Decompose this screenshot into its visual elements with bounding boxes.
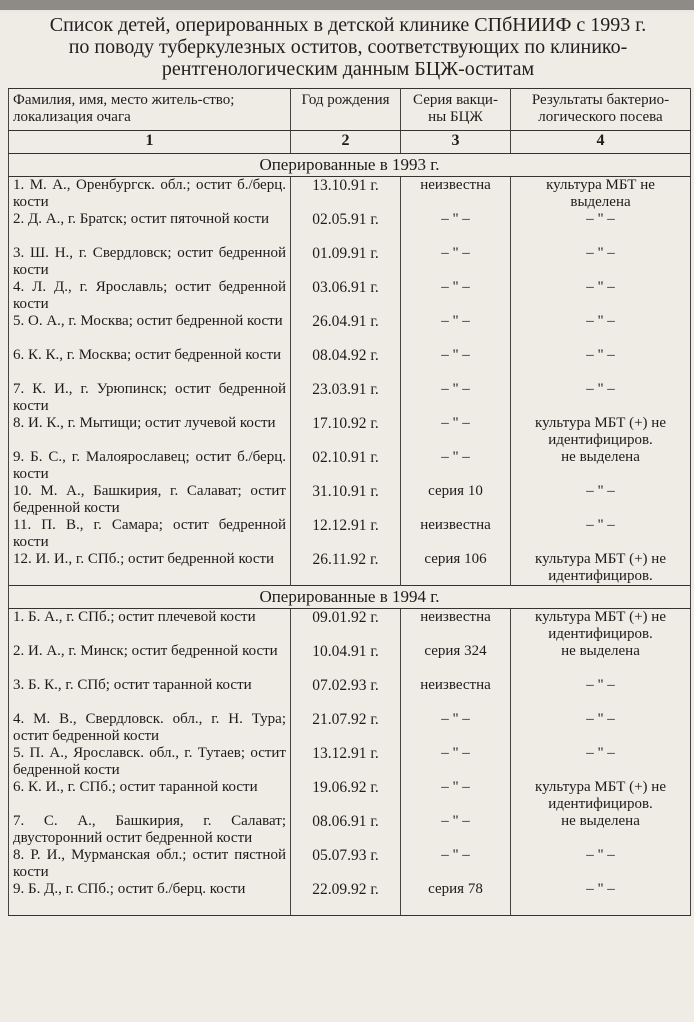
birth-date-cell: 26.04.91 г. (291, 313, 401, 347)
birth-date-cell: 17.10.92 г. (291, 415, 401, 449)
culture-result-cell: культура МБТ (+) не идентифициров. (511, 551, 691, 586)
bcg-series-cell: серия 106 (401, 551, 511, 586)
table-row (9, 483, 691, 517)
culture-result-cell: культура МБТ (+) не идентифициров. (511, 415, 691, 449)
patient-name-cell: 3. Б. К., г. СПб; остит таранной кости (9, 677, 291, 711)
column-number: 2 (291, 131, 401, 154)
birth-date-cell: 07.02.93 г. (291, 677, 401, 711)
patient-name-cell: 7. С. А., Башкирия, г. Салават; двусторонний остит бедренной кости (9, 813, 291, 847)
culture-result-cell: культура МБТ (+) не идентифициров. (511, 609, 691, 644)
scan-edge-band (0, 0, 694, 10)
table-row (9, 711, 691, 745)
patient-name-cell: 7. К. И., г. Урюпинск; остит бедренной кости (9, 381, 291, 415)
bcg-series-cell: – " – (401, 211, 511, 245)
patient-name-cell: 10. М. А., Башкирия, г. Салават; остит бедренной кости (9, 483, 291, 517)
patient-name-cell: 4. М. В., Свердловск. обл., г. Н. Тура; остит бедренной кости (9, 711, 291, 745)
birth-date-cell: 26.11.92 г. (291, 551, 401, 586)
bcg-series-cell: – " – (401, 279, 511, 313)
culture-result-cell: не выделена (511, 813, 691, 847)
table-row (9, 881, 691, 916)
bcg-series-cell: – " – (401, 813, 511, 847)
header-birth-year: Год рождения (291, 89, 401, 131)
section-header-row (9, 154, 691, 177)
table-row (9, 449, 691, 483)
bcg-series-cell: – " – (401, 745, 511, 779)
patients-table (8, 88, 691, 916)
patient-name-cell: 2. И. А., г. Минск; остит бедренной кости (9, 643, 291, 677)
title-line-2: по поводу туберкулезных оститов, соответствующих по клинико- (68, 36, 628, 58)
bcg-series-cell: – " – (401, 245, 511, 279)
patient-name-cell: 2. Д. А., г. Братск; остит пяточной кости (9, 211, 291, 245)
culture-result-cell: – " – (511, 745, 691, 779)
section-title: Оперированные в 1994 г. (9, 586, 691, 609)
birth-date-cell: 23.03.91 г. (291, 381, 401, 415)
column-number-row (9, 131, 691, 154)
patient-name-cell: 9. Б. Д., г. СПб.; остит б./берц. кости (9, 881, 291, 916)
patient-name-cell: 9. Б. С., г. Малоярославец; остит б./берц. кости (9, 449, 291, 483)
bcg-series-cell: – " – (401, 415, 511, 449)
table-row (9, 643, 691, 677)
patient-name-cell: 3. Ш. Н., г. Свердловск; остит бедренной кости (9, 245, 291, 279)
culture-result-cell: – " – (511, 881, 691, 916)
bcg-series-cell: серия 324 (401, 643, 511, 677)
table-row (9, 313, 691, 347)
table-row (9, 211, 691, 245)
table-row (9, 279, 691, 313)
culture-result-cell: не выделена (511, 643, 691, 677)
bcg-series-cell: – " – (401, 381, 511, 415)
table-row (9, 677, 691, 711)
column-number: 4 (511, 131, 691, 154)
table-row (9, 381, 691, 415)
bcg-series-cell: серия 10 (401, 483, 511, 517)
table-row (9, 813, 691, 847)
culture-result-cell: культура МБТ (+) не идентифициров. (511, 779, 691, 813)
culture-result-cell: – " – (511, 381, 691, 415)
section-header-row (9, 586, 691, 609)
culture-result-cell: – " – (511, 313, 691, 347)
bcg-series-cell: неизвестна (401, 609, 511, 644)
bcg-series-cell: неизвестна (401, 517, 511, 551)
birth-date-cell: 22.09.92 г. (291, 881, 401, 916)
patient-name-cell: 5. П. А., Ярославск. обл., г. Тутаев; остит бедренной кости (9, 745, 291, 779)
patient-name-cell: 6. К. К., г. Москва; остит бедренной кости (9, 347, 291, 381)
table-row (9, 415, 691, 449)
birth-date-cell: 31.10.91 г. (291, 483, 401, 517)
table-row (9, 177, 691, 212)
table-row (9, 745, 691, 779)
culture-result-cell: – " – (511, 279, 691, 313)
culture-result-cell: – " – (511, 847, 691, 881)
culture-result-cell: – " – (511, 711, 691, 745)
birth-date-cell: 13.10.91 г. (291, 177, 401, 212)
table-row (9, 347, 691, 381)
patient-name-cell: 12. И. И., г. СПб.; остит бедренной кости (9, 551, 291, 586)
birth-date-cell: 10.04.91 г. (291, 643, 401, 677)
patient-name-cell: 6. К. И., г. СПб.; остит таранной кости (9, 779, 291, 813)
birth-date-cell: 08.06.91 г. (291, 813, 401, 847)
table-title (28, 14, 668, 80)
patient-name-cell: 8. И. К., г. Мытищи; остит лучевой кости (9, 415, 291, 449)
birth-date-cell: 19.06.92 г. (291, 779, 401, 813)
culture-result-cell: не выделена (511, 449, 691, 483)
culture-result-cell: – " – (511, 245, 691, 279)
culture-result-cell: – " – (511, 517, 691, 551)
patient-name-cell: 8. Р. И., Мурманская обл.; остит пястной кости (9, 847, 291, 881)
culture-result-cell: культура МБТ не выделена (511, 177, 691, 212)
patient-name-cell: 4. Л. Д., г. Ярославль; остит бедренной кости (9, 279, 291, 313)
birth-date-cell: 05.07.93 г. (291, 847, 401, 881)
bcg-series-cell: серия 78 (401, 881, 511, 916)
bcg-series-cell: – " – (401, 449, 511, 483)
column-number: 1 (9, 131, 291, 154)
header-name-location: Фамилия, имя, место житель-ство; локализация очага (9, 89, 291, 131)
bcg-series-cell: – " – (401, 313, 511, 347)
birth-date-cell: 12.12.91 г. (291, 517, 401, 551)
culture-result-cell: – " – (511, 483, 691, 517)
birth-date-cell: 13.12.91 г. (291, 745, 401, 779)
culture-result-cell: – " – (511, 211, 691, 245)
birth-date-cell: 02.05.91 г. (291, 211, 401, 245)
header-bacteriology-result: Результаты бактерио-логического посева (511, 89, 691, 131)
bcg-series-cell: – " – (401, 779, 511, 813)
birth-date-cell: 02.10.91 г. (291, 449, 401, 483)
bcg-series-cell: неизвестна (401, 177, 511, 212)
table-row (9, 517, 691, 551)
birth-date-cell: 21.07.92 г. (291, 711, 401, 745)
bcg-series-cell: – " – (401, 711, 511, 745)
table-row (9, 779, 691, 813)
birth-date-cell: 09.01.92 г. (291, 609, 401, 644)
bcg-series-cell: неизвестна (401, 677, 511, 711)
culture-result-cell: – " – (511, 677, 691, 711)
patient-name-cell: 11. П. В., г. Самара; остит бедренной кости (9, 517, 291, 551)
section-title: Оперированные в 1993 г. (9, 154, 691, 177)
bcg-series-cell: – " – (401, 847, 511, 881)
patient-name-cell: 1. М. А., Оренбургск. обл.; остит б./берц. кости (9, 177, 291, 212)
title-line-1: Список детей, оперированных в детской клинике СПбНИИФ с 1993 г. (49, 14, 647, 36)
birth-date-cell: 01.09.91 г. (291, 245, 401, 279)
culture-result-cell: – " – (511, 347, 691, 381)
patient-name-cell: 1. Б. А., г. СПб.; остит плечевой кости (9, 609, 291, 644)
birth-date-cell: 08.04.92 г. (291, 347, 401, 381)
table-row (9, 245, 691, 279)
table-row (9, 609, 691, 644)
birth-date-cell: 03.06.91 г. (291, 279, 401, 313)
column-number: 3 (401, 131, 511, 154)
table-row (9, 847, 691, 881)
title-line-3: рентгенологическим данным БЦЖ-оститам (161, 58, 535, 80)
table-row (9, 551, 691, 586)
bcg-series-cell: – " – (401, 347, 511, 381)
patient-name-cell: 5. О. А., г. Москва; остит бедренной кости (9, 313, 291, 347)
header-bcg-series: Серия вакци-ны БЦЖ (401, 89, 511, 131)
